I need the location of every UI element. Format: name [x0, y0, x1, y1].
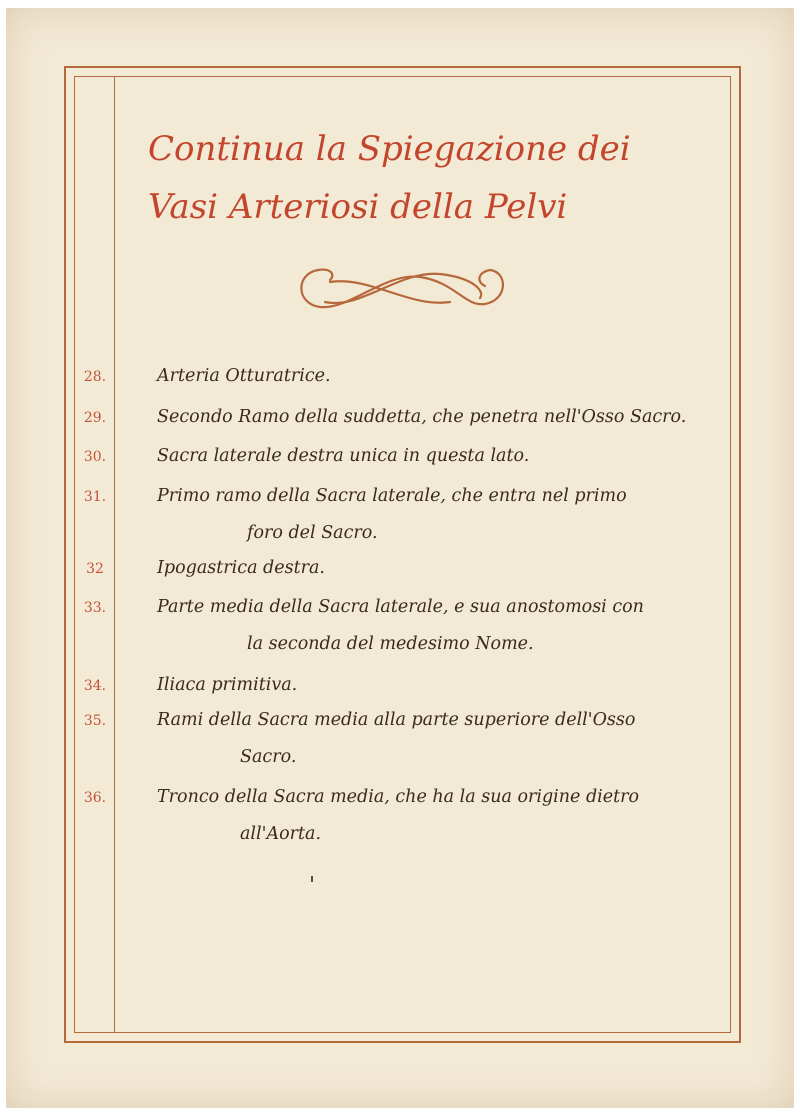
entry-number: 29. — [83, 410, 107, 426]
entry-text-line: Tronco della Sacra media, che ha la sua origine dietro — [157, 787, 640, 807]
entry-number: 30. — [83, 449, 107, 465]
entry-number: 28. — [83, 369, 107, 385]
page-title: Continua la Spiegazione dei Vasi Arteriosi della Pelvi — [148, 129, 631, 227]
entry-text-line: Parte media della Sacra laterale, e sua anostomosi con — [157, 597, 644, 617]
entry-text-line: Rami della Sacra media alla parte superiore dell'Osso — [157, 710, 636, 730]
entry-text-line: foro del Sacro. — [247, 523, 378, 543]
entry-text-line: Sacro. — [240, 747, 297, 767]
entry-text-line: Arteria Otturatrice. — [157, 366, 331, 386]
entry-text-line: Ipogastrica destra. — [157, 558, 325, 578]
entry-text-line: Secondo Ramo della suddetta, che penetra nell'Osso Sacro. — [157, 407, 687, 427]
ink-speck — [311, 876, 313, 882]
entry-number: 35. — [83, 713, 107, 729]
entry-text-line: la seconda del medesimo Nome. — [247, 634, 534, 654]
entry-text-line: Iliaca primitiva. — [157, 675, 298, 695]
entry-number: 36. — [83, 790, 107, 806]
entry-text-line: all'Aorta. — [240, 824, 322, 844]
entry-number: 34. — [83, 678, 107, 694]
entry-number: 31. — [83, 489, 107, 505]
entry-text-line: Primo ramo della Sacra laterale, che entra nel primo — [157, 486, 627, 506]
entry-number: 32 — [86, 561, 104, 577]
entry-text-line: Sacra laterale destra unica in questa lato. — [157, 446, 530, 466]
entry-number: 33. — [83, 600, 107, 616]
